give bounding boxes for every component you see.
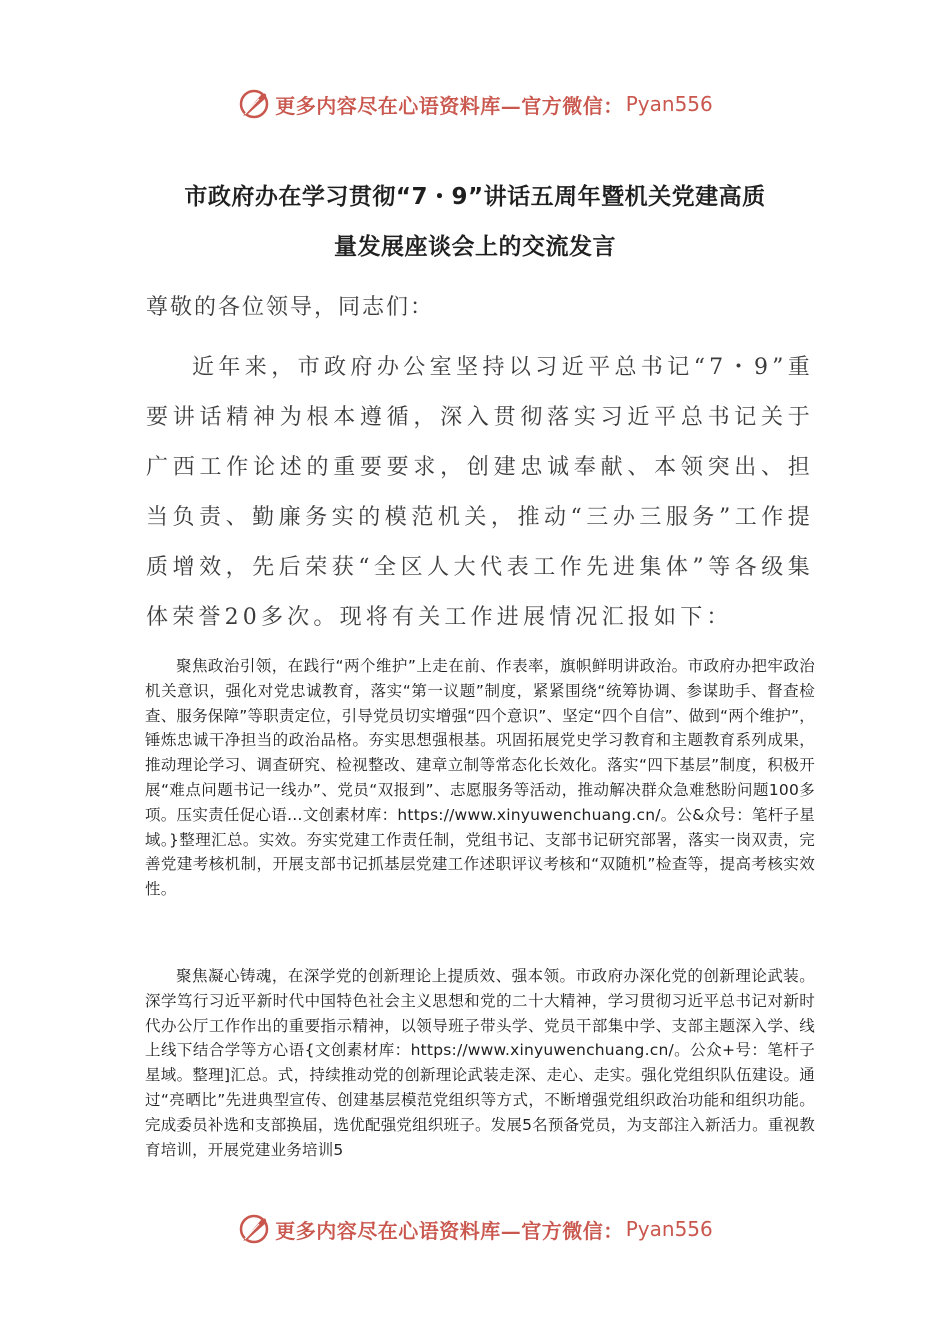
document-title-line-2: 量发展座谈会上的交流发言 <box>334 234 616 260</box>
quill-pen-logo-icon <box>237 1212 271 1246</box>
salutation: 尊敬的各位领导，同志们： <box>146 295 435 320</box>
footer-watermark-banner <box>0 1209 950 1249</box>
banner-wechat-id: Pyan556 <box>625 92 713 116</box>
banner-text: 更多内容尽在心语资料库—官方微信： <box>275 1218 624 1243</box>
body-paragraph-political-guidance: 聚焦政治引领，在践行“两个维护”上走在前、作表率，旗帜鲜明讲政治。市政府办把牢政治机关意识，强化对党忠诚教育，落实“第一议题”制度，紧紧围绕“统筹协调、参谋助手、督查检查、服务保障”等职责定位，引导党员切实增强“四个意识”、坚定“四个自信”、做到“两个维护”，锤炼忠诚干净担当的政治品格。夯实思想强根基。巩固拓展党史学习教育和主题教育系列成果，推动理论学习、调查研究、检视整改、建章立制等常态化长效化。落实“四下基层”制度，积极开展“难点问题书记一线办”、党员“双报到”、志愿服务等活动，推动解决群众急难愁盼问题100多项。压实责任促心语…文创素材库：https://www.xinyuwenchuang.cn/。公&众号：笔杆子星域。}整理汇总。实效。夯实党建工作责任制，党组书记、支部书记研究部署，落实一岗双责，完善党建考核机制，开展支部书记抓基层党建工作述职评议考核和“双随机”检查等，提高考核实效性。 <box>145 657 815 899</box>
header-watermark-banner <box>0 84 950 124</box>
intro-paragraph: 近年来，市政府办公室坚持以习近平总书记“7・9”重要讲话精神为根本遵循，深入贯彻落实习近平总书记关于广西工作论述的重要要求，创建忠诚奉献、本领突出、担当负责、勤廉务实的模范机关，推动“三办三服务”工作提质增效，先后荣获“全区人大代表工作先进集体”等各级集体荣誉20多次。现将有关工作进展情况汇报如下： <box>146 355 814 630</box>
banner-text: 更多内容尽在心语资料库—官方微信： <box>275 93 624 118</box>
body-paragraph-theory-study: 聚焦凝心铸魂，在深学党的创新理论上提质效、强本领。市政府办深化党的创新理论武装。深学笃行习近平新时代中国特色社会主义思想和党的二十大精神，学习贯彻习近平总书记对新时代办公厅工作作出的重要指示精神，以领导班子带头学、党员干部集中学、支部主题深入学、线上线下结合学等方心语{文创素材库：https://www.xinyuwenchuang.cn/。公众+号：笔杆子星域。整理]汇总。式，持续推动党的创新理论武装走深、走心、走实。强化党组织队伍建设。通过“亮晒比”先进典型宣传、创建基层模范党组织等方式，不断增强党组织政治功能和组织功能。完成委员补选和支部换届，选优配强党组织班子。发展5名预备党员，为支部注入新活力。重视教育培训，开展党建业务培训5 <box>145 967 815 1159</box>
banner-wechat-id: Pyan556 <box>625 1217 713 1241</box>
quill-pen-logo-icon <box>237 87 271 121</box>
document-title-line-1: 市政府办在学习贯彻“7・9”讲话五周年暨机关党建高质 <box>184 184 766 210</box>
